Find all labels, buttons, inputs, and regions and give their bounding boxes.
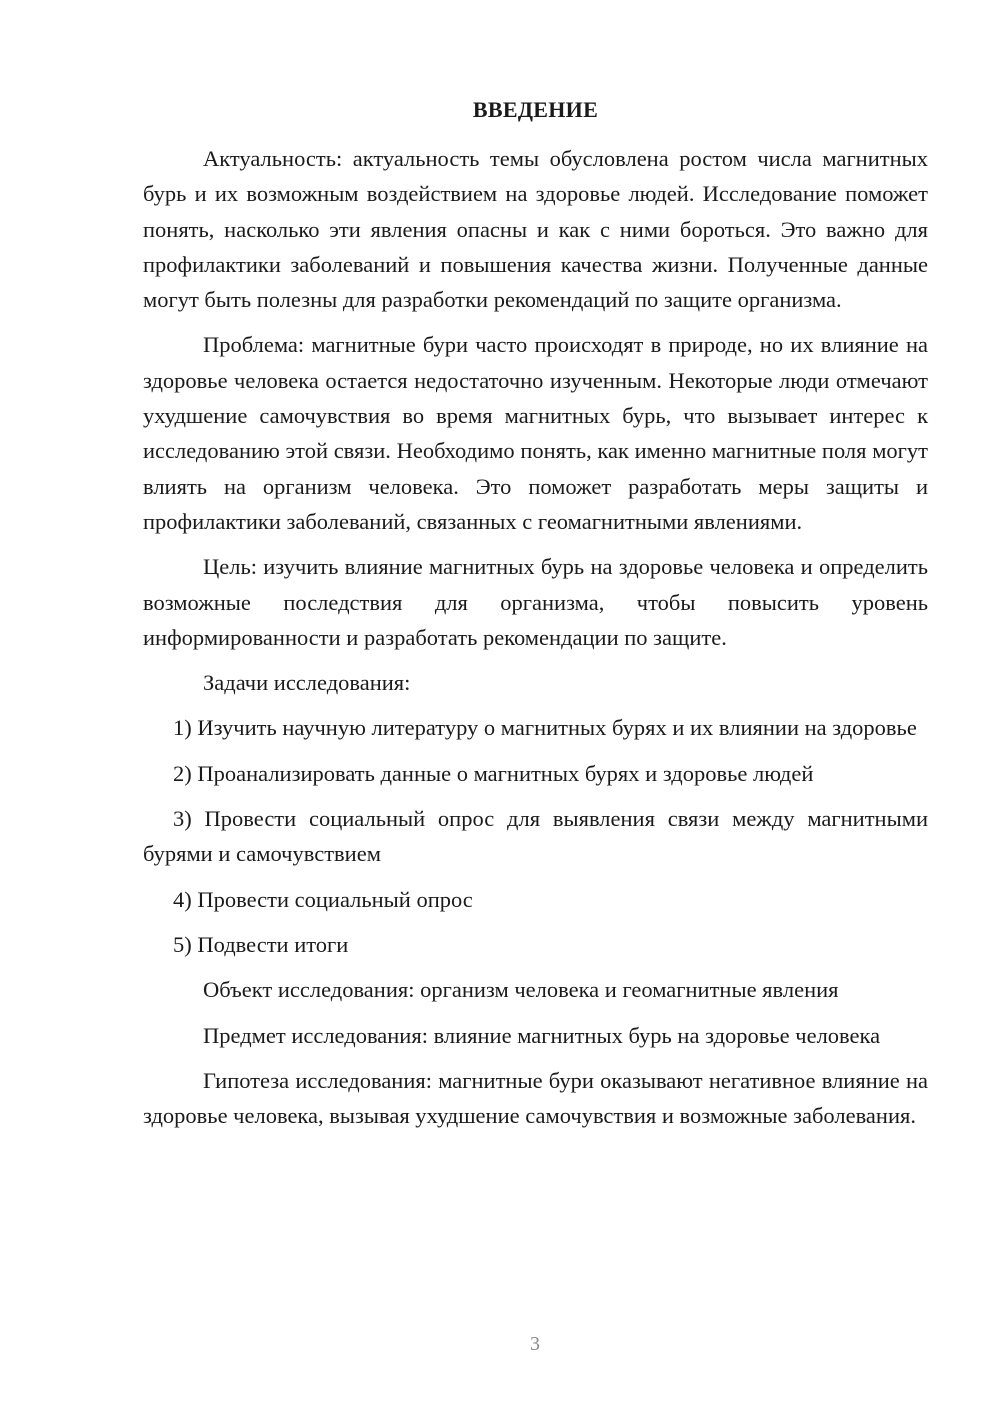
problem-paragraph: Проблема: магнитные бури часто происходят в природе, но их влияние на здоровье человека остается недостаточно изученным. Некоторые люди отмечают ухудшение самочувствия во время магнитных бурь, что вызывает интерес к исследованию этой связи. Необходимо понять, как именно магнитные поля могут влиять на организм человека. Это поможет разработать меры защиты и профилактики заболеваний, связанных с геомагнитными явлениями. — [143, 332, 928, 534]
task-item-3: 3) Провести социальный опрос для выявления связи между магнитными бурями и самочувствием — [143, 806, 928, 867]
document-page — [143, 92, 928, 1133]
task-item-1: 1) Изучить научную литературу о магнитных бурях и их влиянии на здоровье — [173, 715, 917, 741]
subject-paragraph: Предмет исследования: влияние магнитных бурь на здоровье человека — [203, 1022, 881, 1048]
section-heading: ВВЕДЕНИЕ — [472, 97, 599, 122]
page-number: 3 — [530, 1333, 540, 1355]
task-item-5: 5) Подвести итоги — [173, 931, 349, 957]
hypothesis-paragraph: Гипотеза исследования: магнитные бури оказывают негативное влияние на здоровье человека, вызывая ухудшение самочувствия и возможные заболевания. — [143, 1067, 928, 1129]
tasks-heading: Задачи исследования: — [203, 670, 411, 696]
task-item-4: 4) Провести социальный опрос — [173, 886, 473, 912]
object-paragraph: Объект исследования: организм человека и геомагнитные явления — [203, 977, 839, 1003]
goal-paragraph: Цель: изучить влияние магнитных бурь на здоровье человека и определить возможные последствия для организма, чтобы повысить уровень информированности и разработать рекомендации по защите. — [143, 554, 928, 650]
relevance-paragraph: Актуальность: актуальность темы обусловлена ростом числа магнитных бурь и их возможным воздействием на здоровье людей. Исследование поможет понять, насколько эти явления опасны и как с ними бороться. Это важно для профилактики заболеваний и повышения качества жизни. Полученные данные могут быть полезны для разработки рекомендаций по защите организма. — [143, 146, 928, 313]
task-item-2: 2) Проанализировать данные о магнитных бурях и здоровье людей — [173, 760, 814, 786]
